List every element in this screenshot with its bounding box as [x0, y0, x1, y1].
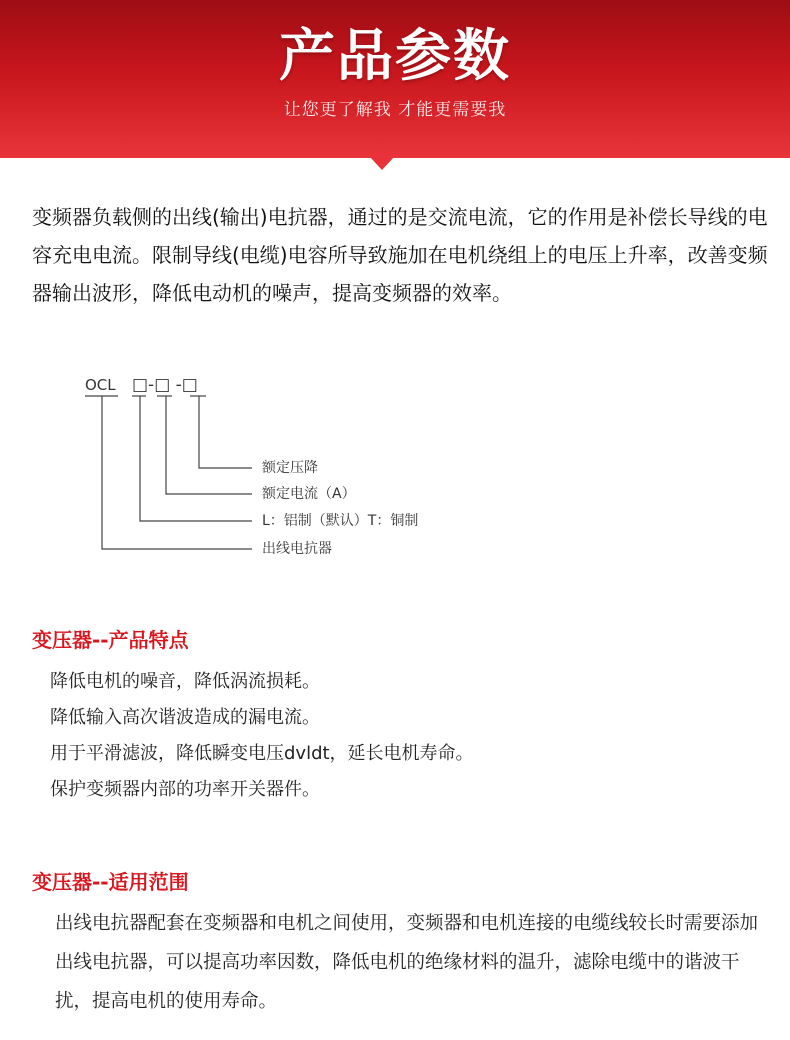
scope-paragraph: 出线电抗器配套在变频器和电机之间使用，变频器和电机连接的电缆线较长时需要添加出线电抗器，可以提高功率因数，降低电机的绝缘材料的温升，滤除电缆中的谐波干扰，提高电机的使用寿命。 [55, 913, 759, 1012]
intro-paragraph: 变频器负载侧的出线(输出)电抗器，通过的是交流电流，它的作用是补偿长导线的电容充电电流。限制导线(电缆)电容所导致施加在电机绕组上的电压上升率，改善变频器输出波形，降低电动机的噪声，提高变频器的效率。 [32, 205, 768, 305]
scope-title: 变压器--适用范围 [32, 870, 189, 894]
page-title: 产品参数 [279, 24, 511, 89]
feature-item: 降低电机的噪音，降低涡流损耗。 [50, 671, 320, 692]
page-subtitle: 让您更了解我 才能更需要我 [283, 100, 507, 120]
header-banner [0, 0, 790, 158]
feature-item: 用于平滑滤波，降低瞬变电压dvldt，延长电机寿命。 [50, 743, 474, 764]
features-list [50, 664, 474, 808]
label-material: L：铝制（默认）T：铜制 [262, 513, 419, 529]
features-title: 变压器--产品特点 [32, 628, 189, 652]
model-prefix: OCL [85, 376, 116, 394]
model-code-diagram [80, 368, 500, 568]
feature-item: 保护变频器内部的功率开关器件。 [50, 779, 320, 800]
banner-pointer-icon [370, 157, 394, 170]
model-code: □-□ -□ [132, 375, 198, 395]
diagram-connector-lines [85, 396, 252, 549]
label-rated-current: 额定电流（A） [262, 486, 356, 502]
label-output-reactor: 出线电抗器 [262, 541, 332, 557]
feature-item: 降低输入高次谐波造成的漏电流。 [50, 707, 320, 728]
label-rated-voltage-drop: 额定压降 [262, 460, 318, 476]
